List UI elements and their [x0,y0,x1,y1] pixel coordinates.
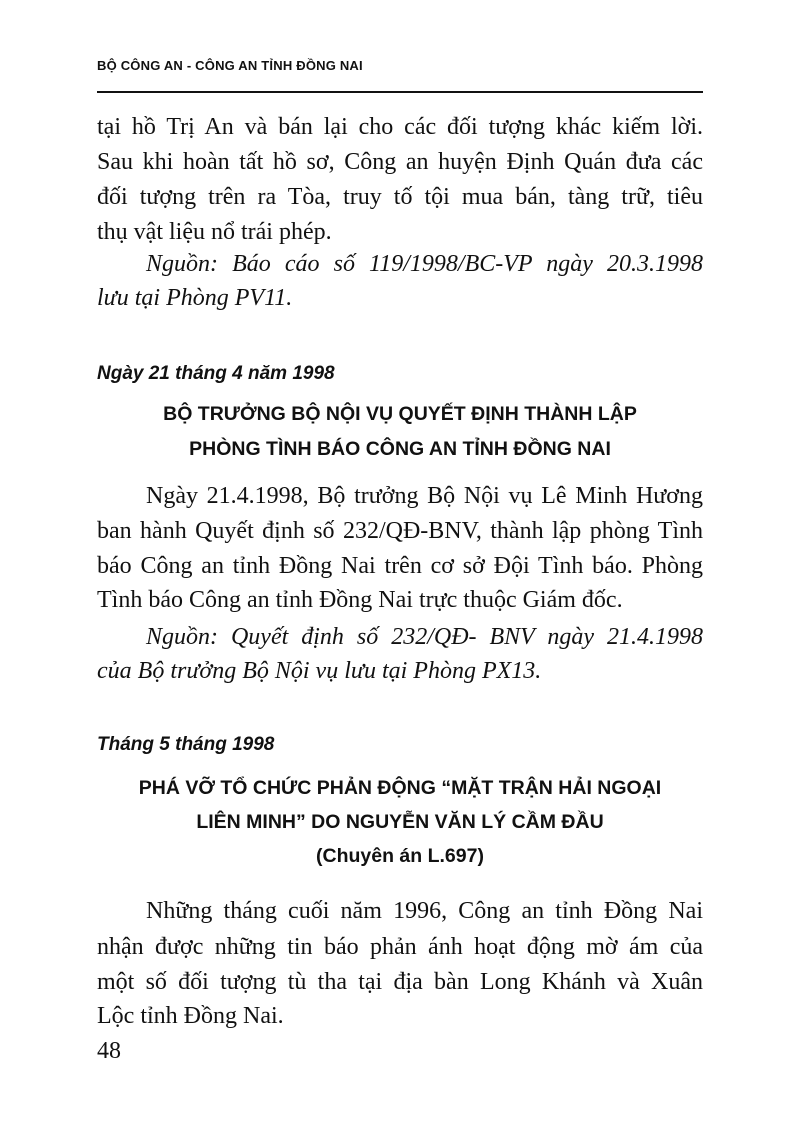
header-rule [97,91,703,93]
body-line: Sau khi hoàn tất hồ sơ, Công an huyện Định Quán đưa các [97,149,703,175]
source-line: Nguồn: Quyết định số 232/QĐ- BNV ngày 21.4.1998 [146,624,703,650]
entry-title: BỘ TRƯỞNG BỘ NỘI VỤ QUYẾT ĐỊNH THÀNH LẬP [163,403,637,425]
entry-title: PHÁ VỠ TỔ CHỨC PHẢN ĐỘNG “MẶT TRẬN HẢI NGOẠI [138,777,662,799]
body-line: Ngày 21.4.1998, Bộ trưởng Bộ Nội vụ Lê Minh Hương [146,483,703,509]
source-line: lưu tại Phòng PV11. [97,285,293,311]
body-line: một số đối tượng tù tha tại địa bàn Long Khánh và Xuân [97,969,703,995]
entry-title: LIÊN MINH” DO NGUYỄN VĂN LÝ CẦM ĐẦU [196,811,604,833]
entry-subtitle: (Chuyên án L.697) [316,845,484,867]
body-line: báo Công an tỉnh Đồng Nai trên cơ sở Đội Tình báo. Phòng [97,553,703,579]
source-line: Nguồn: Báo cáo số 119/1998/BC-VP ngày 20.3.1998 [146,251,703,277]
entry-title: PHÒNG TÌNH BÁO CÔNG AN TỈNH ĐỒNG NAI [189,438,611,460]
body-line: đối tượng trên ra Tòa, truy tố tội mua bán, tàng trữ, tiêu [97,184,703,210]
entry-date: Ngày 21 tháng 4 năm 1998 [97,363,335,384]
body-line: Những tháng cuối năm 1996, Công an tỉnh Đồng Nai [146,898,703,924]
entry-date: Tháng 5 tháng 1998 [97,734,275,755]
body-line: Tình báo Công an tỉnh Đồng Nai trực thuộc Giám đốc. [97,587,623,613]
page-number: 48 [97,1038,121,1064]
body-line: Lộc tỉnh Đồng Nai. [97,1003,284,1029]
body-line: nhận được những tin báo phản ánh hoạt động mờ ám của [97,934,703,960]
body-line: thụ vật liệu nổ trái phép. [97,219,332,245]
body-line: tại hồ Trị An và bán lại cho các đối tượng khác kiếm lời. [97,114,703,140]
running-header: BỘ CÔNG AN - CÔNG AN TỈNH ĐỒNG NAI [97,58,363,73]
source-line: của Bộ trưởng Bộ Nội vụ lưu tại Phòng PX13. [97,658,542,684]
body-line: ban hành Quyết định số 232/QĐ-BNV, thành lập phòng Tình [97,518,703,544]
